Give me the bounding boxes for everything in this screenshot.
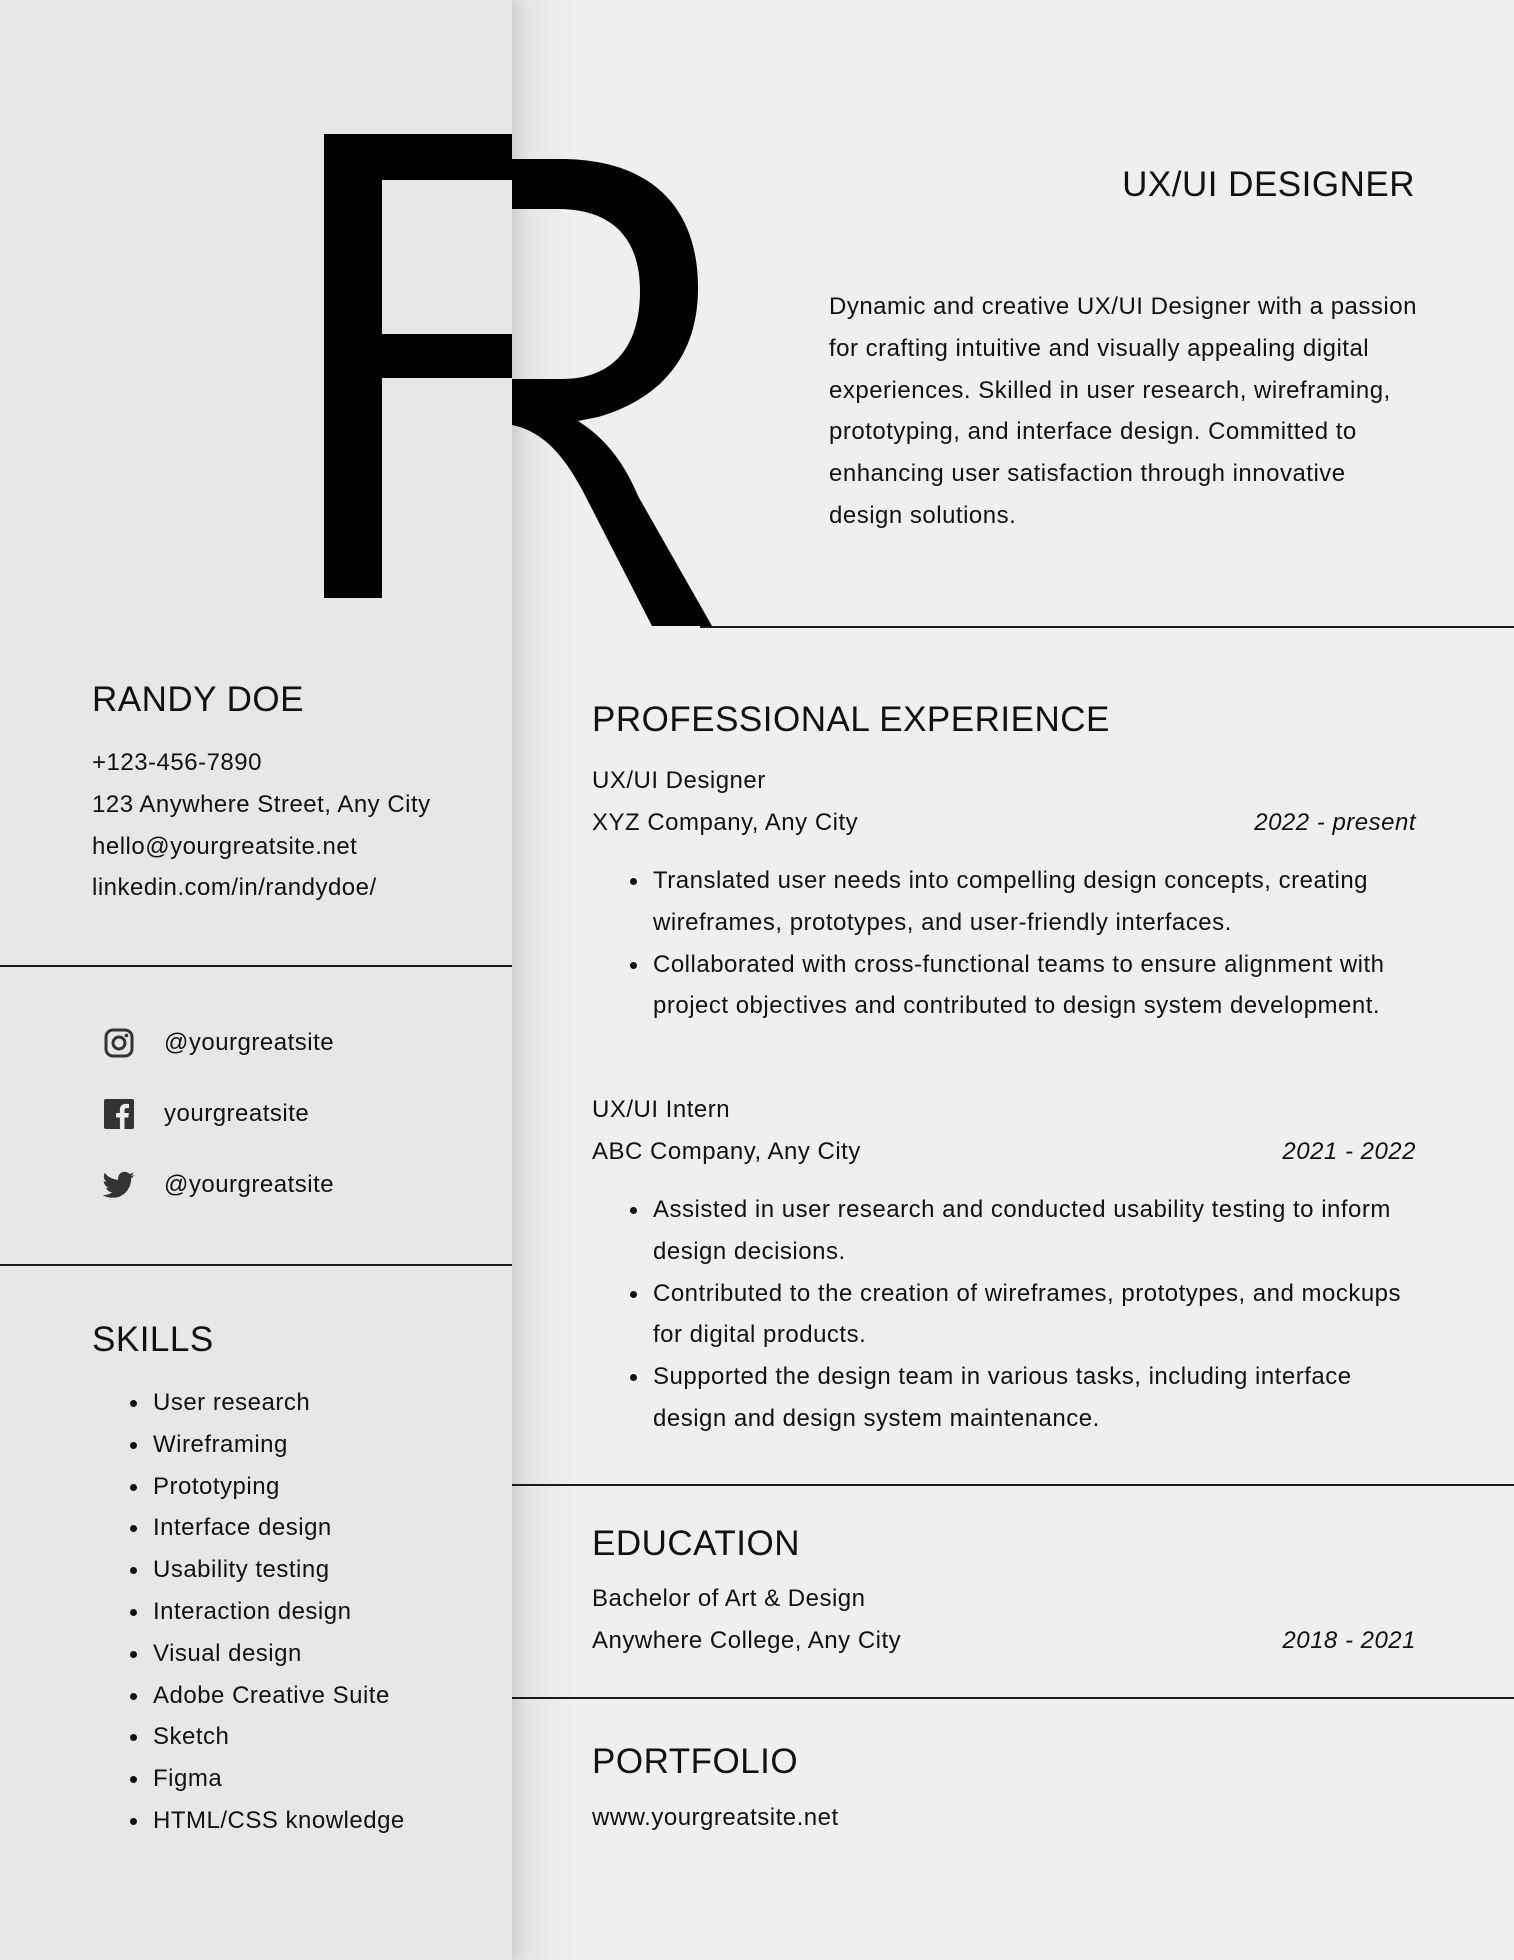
education-heading: EDUCATION [592,1524,801,1563]
portfolio-heading: PORTFOLIO [592,1742,799,1781]
divider-education [512,1697,1514,1699]
instagram-icon [102,1026,136,1060]
job-bullet: Translated user needs into compelling design concepts, creating wireframes, prototypes, and user-friendly interfaces. [630,860,1410,944]
skill-item: Wireframing [130,1424,405,1466]
skill-item: Usability testing [130,1549,405,1591]
phone-number: +123-456-7890 [92,749,262,776]
social-handle: @yourgreatsite [164,1029,335,1056]
skill-item: User research [130,1382,405,1424]
portfolio-link[interactable]: www.yourgreatsite.net [592,1804,839,1831]
skill-item: Adobe Creative Suite [130,1675,405,1717]
social-twitter[interactable] [102,1168,334,1202]
job-company: ABC Company, Any City [592,1138,861,1165]
skills-list [130,1382,405,1842]
job-bullet: Supported the design team in various tasks, including interface design and design system maintenance. [630,1356,1410,1440]
job-dates: 2022 - present [1254,809,1416,836]
social-handle: yourgreatsite [164,1100,310,1127]
twitter-icon [102,1168,136,1202]
contact-block [92,742,431,909]
job-bullets [630,1189,1410,1440]
job-bullet: Contributed to the creation of wireframes, prototypes, and mockups for digital products. [630,1273,1410,1357]
facebook-icon [102,1097,136,1131]
skills-heading: SKILLS [92,1320,214,1359]
skill-item: Figma [130,1758,405,1800]
skill-item: Interface design [130,1507,405,1549]
job-title: UX/UI DESIGNER [1122,165,1415,204]
job-role: UX/UI Designer [592,767,766,794]
summary-paragraph: Dynamic and creative UX/UI Designer with a passion for crafting intuitive and visually appealing digital experiences. Skilled in user research, wireframing, prototyping, and interface design. Committed to enhancing user satisfaction through innovative design solutions. [829,293,1417,529]
linkedin-link[interactable]: linkedin.com/in/randydoe/ [92,874,377,902]
skill-item: Visual design [130,1633,405,1675]
skill-item: Interaction design [130,1591,405,1633]
social-handle: @yourgreatsite [164,1171,335,1198]
skill-item: Sketch [130,1716,405,1758]
job-company: XYZ Company, Any City [592,809,859,836]
candidate-name: RANDY DOE [92,680,304,719]
job-dates: 2021 - 2022 [1282,1138,1416,1165]
social-instagram[interactable] [102,1026,334,1060]
education-dates: 2018 - 2021 [1282,1627,1416,1654]
degree: Bachelor of Art & Design [592,1585,866,1612]
skill-item: Prototyping [130,1466,405,1508]
email-link[interactable]: hello@yourgreatsite.net [92,832,358,860]
job-bullet: Assisted in user research and conducted usability testing to inform design decisions. [630,1189,1410,1273]
school: Anywhere College, Any City [592,1627,902,1654]
job-role: UX/UI Intern [592,1096,731,1123]
social-facebook[interactable] [102,1097,309,1131]
job-bullets [630,860,1410,1027]
divider-experience [512,1484,1514,1486]
address: 123 Anywhere Street, Any City [92,790,431,818]
experience-heading: PROFESSIONAL EXPERIENCE [592,700,1110,739]
divider-contact [0,965,512,967]
divider-header [700,626,1514,628]
divider-social [0,1264,512,1266]
job-bullet: Collaborated with cross-functional teams to ensure alignment with project objectives and contributed to design system development. [630,944,1410,1028]
skill-item: HTML/CSS knowledge [130,1800,405,1842]
